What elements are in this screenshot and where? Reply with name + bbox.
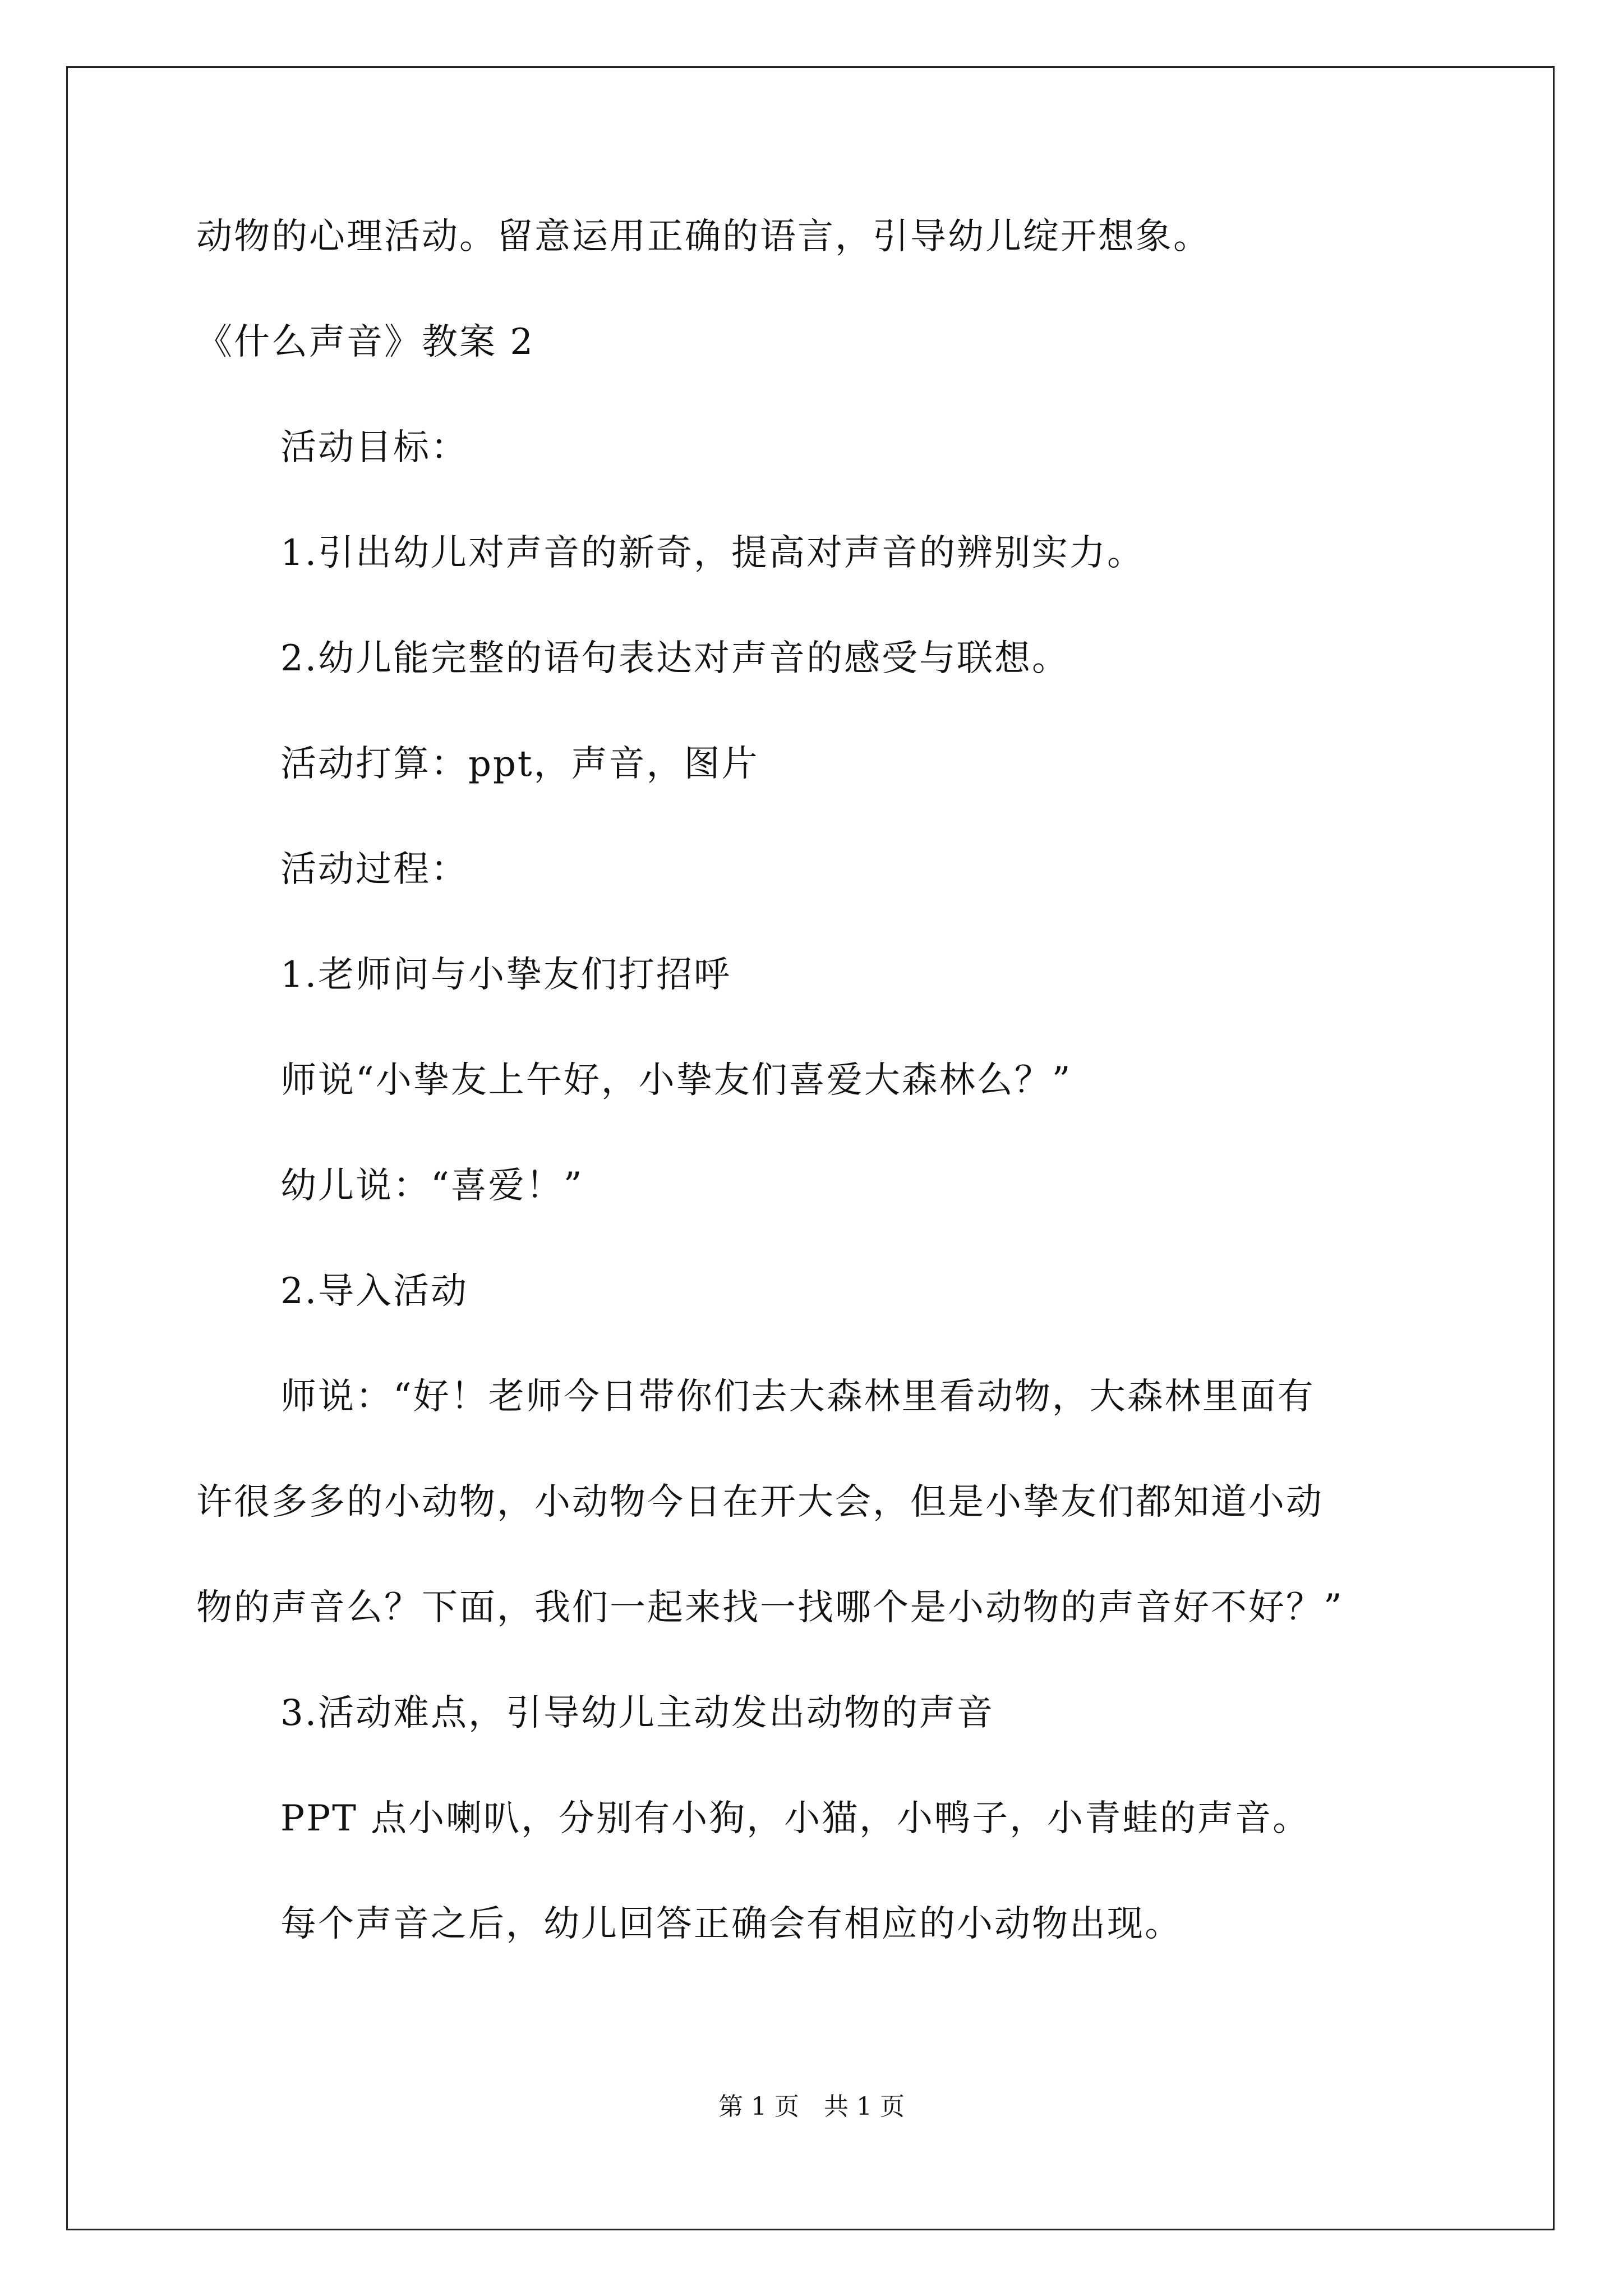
text-line: 许很多多的小动物，小动物今日在开大会，但是小挚友们都知道小动 xyxy=(196,1481,1324,1523)
text-line: 2.幼儿能完整的语句表达对声音的感受与联想。 xyxy=(280,638,1070,679)
text-line: 2.导入活动 xyxy=(280,1271,469,1312)
text-line: 物的声音么？下面，我们一起来找一找哪个是小动物的声音好不好？” xyxy=(196,1587,1344,1628)
text-line: 师说“小挚友上午好，小挚友们喜爱大森林么？” xyxy=(280,1060,1072,1101)
text-line: 动物的心理活动。留意运用正确的语言，引导幼儿绽开想象。 xyxy=(196,216,1211,257)
text-line: 活动目标： xyxy=(280,427,468,468)
text-line: 活动打算：ppt，声音，图片 xyxy=(280,743,759,785)
text-line: 师说：“好！老师今日带你们去大森林里看动物，大森林里面有 xyxy=(280,1376,1315,1418)
text-line: 3.活动难点，引导幼儿主动发出动物的声音 xyxy=(280,1692,995,1734)
text-line: 活动过程： xyxy=(280,849,468,890)
text-line: PPT 点小喇叭，分别有小狗，小猫，小鸭子，小青蛙的声音。 xyxy=(280,1798,1311,1839)
text-line: 幼儿说：“喜爱！” xyxy=(280,1165,584,1207)
text-line: 1.引出幼儿对声音的新奇，提高对声音的辨别实力。 xyxy=(280,532,1145,574)
section-title: 《什么声音》教案 2 xyxy=(196,321,535,363)
text-line: 每个声音之后，幼儿回答正确会有相应的小动物出现。 xyxy=(280,1903,1182,1945)
page-footer: 第 1 页 共 1 页 xyxy=(718,2092,905,2121)
text-line: 1.老师问与小挚友们打招呼 xyxy=(280,954,732,996)
